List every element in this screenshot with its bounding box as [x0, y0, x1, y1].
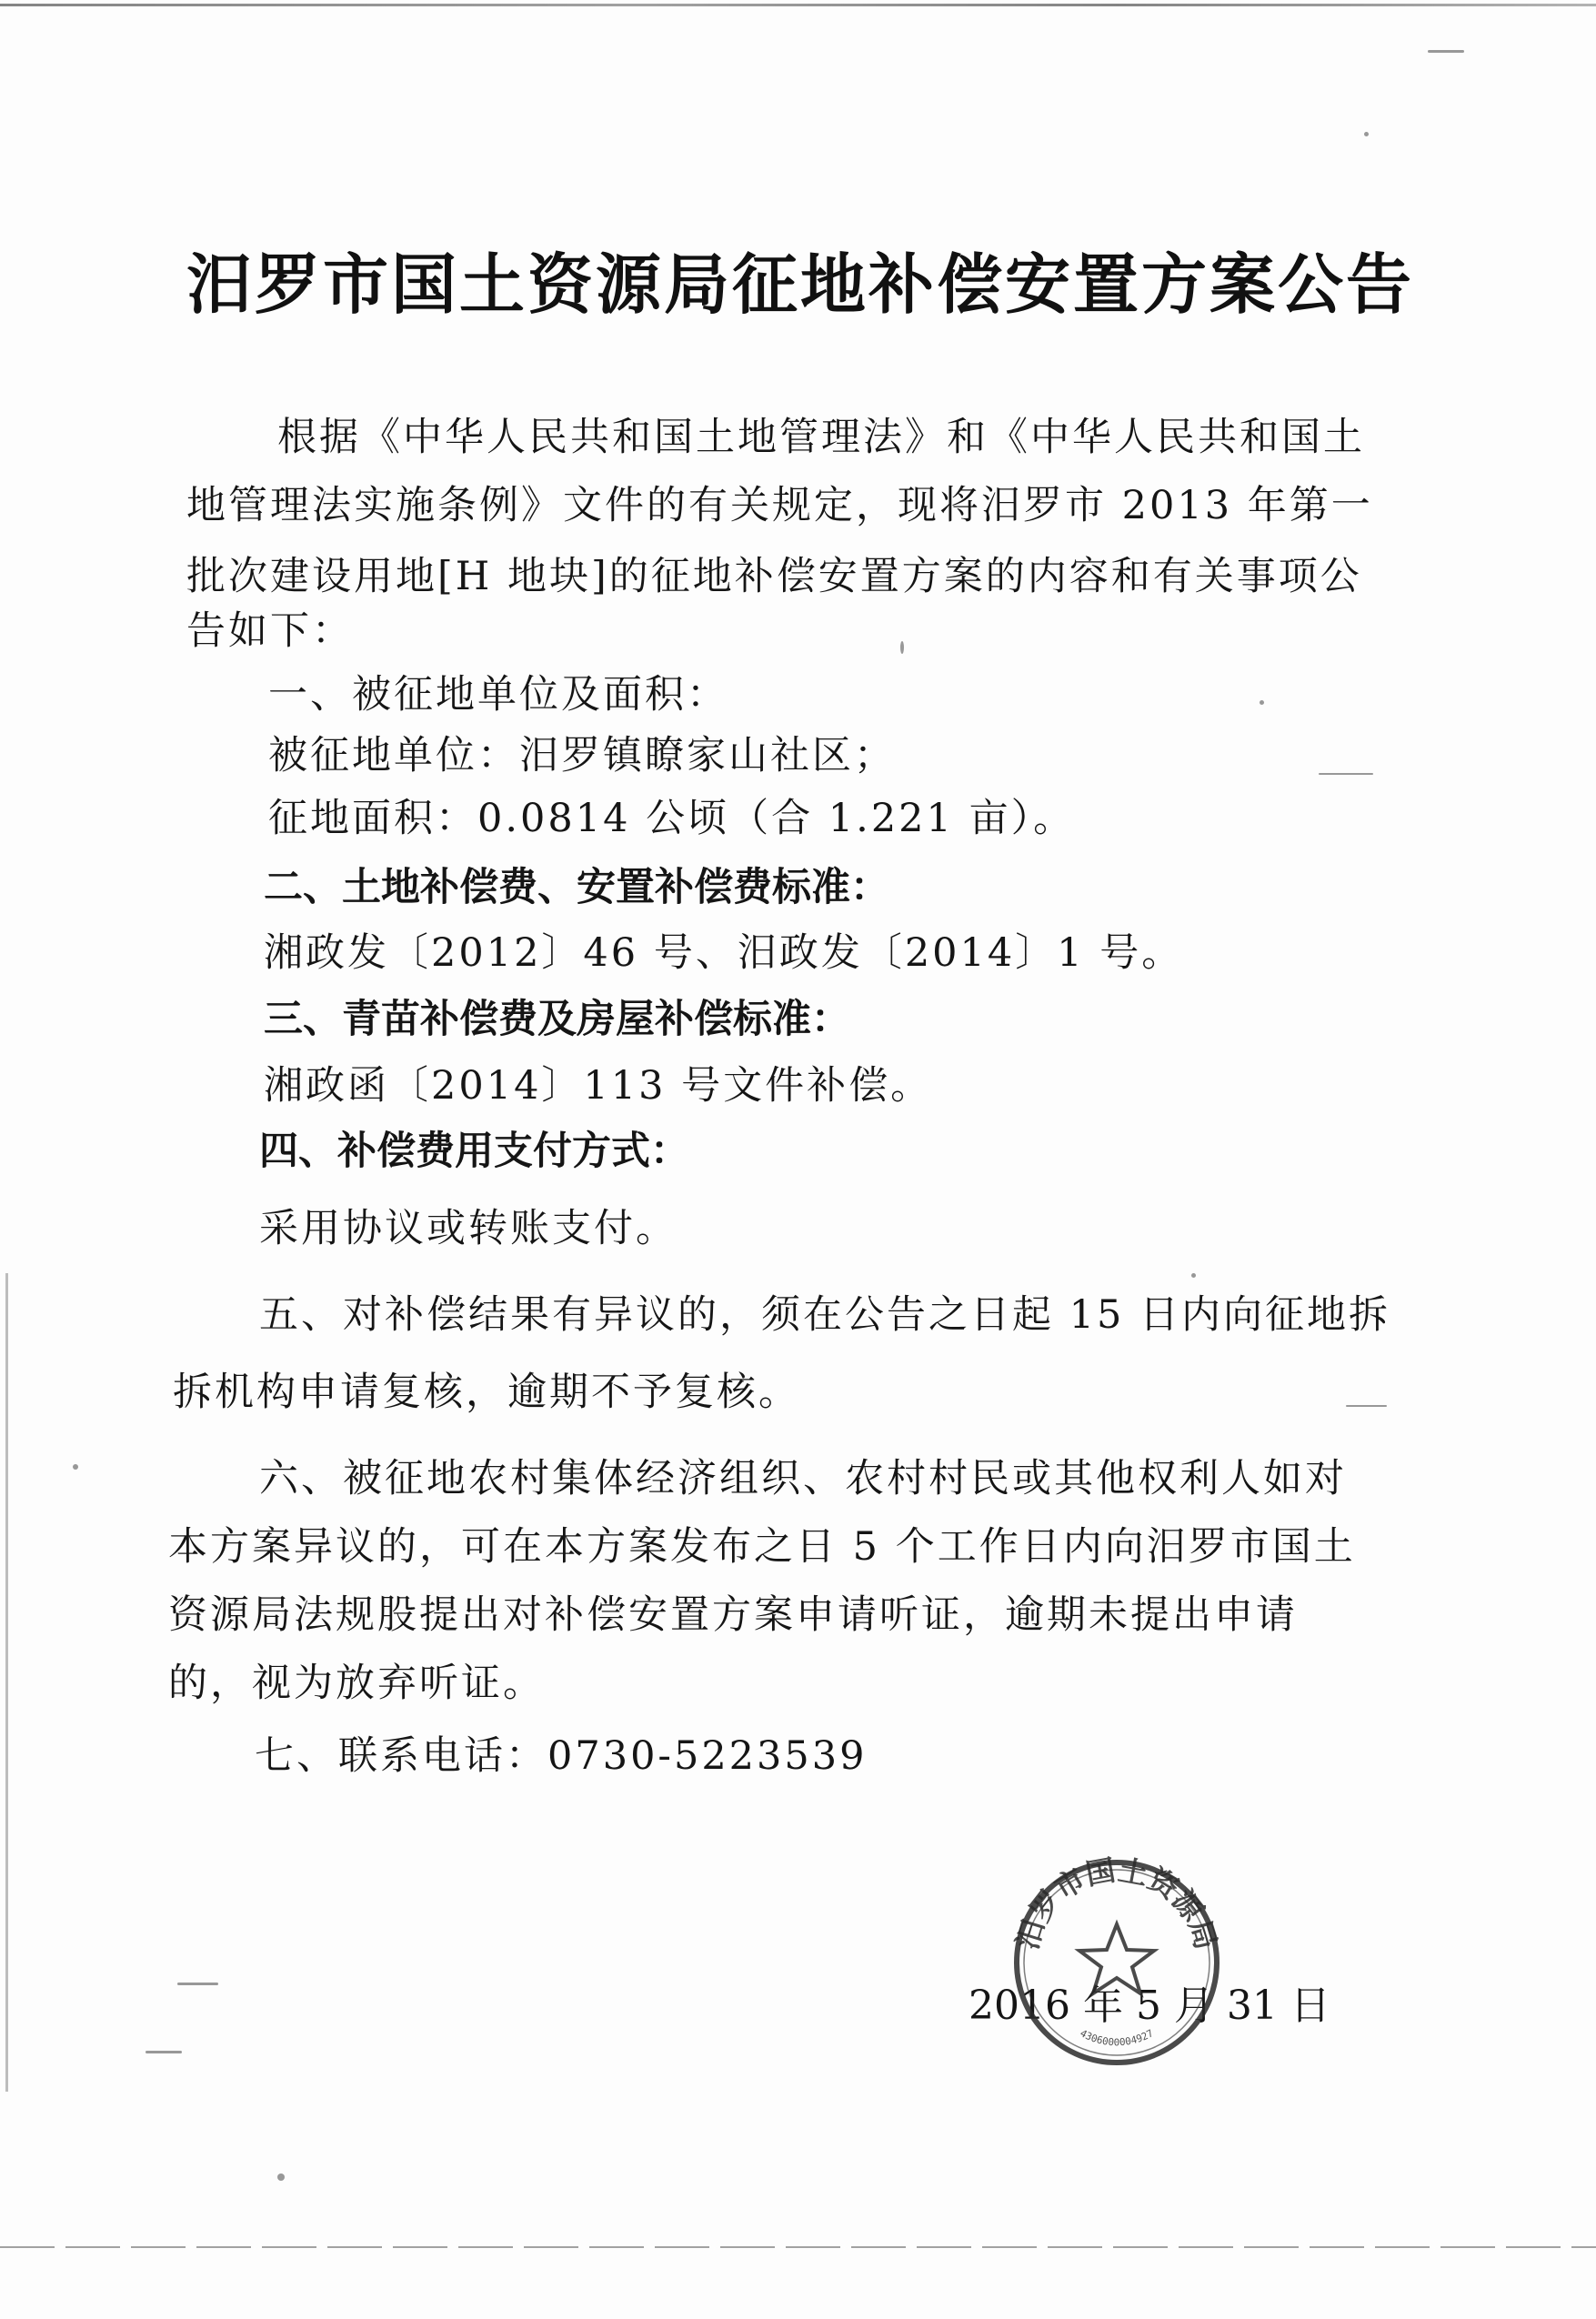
section-1-area: 征地面积：0.0814 公顷（合 1.221 亩）。 — [268, 796, 1076, 841]
scan-edge-bottom — [0, 2246, 1596, 2248]
scan-mark — [146, 2051, 182, 2053]
scan-mark — [177, 1983, 218, 1985]
section-3-heading: 三、青苗补偿费及房屋补偿标准： — [264, 997, 850, 1042]
intro-line-4: 告如下： — [186, 608, 354, 654]
scan-edge-top — [0, 4, 1596, 6]
section-6-line-4: 的，视为放弃听证。 — [168, 1661, 545, 1706]
section-2-heading: 二、土地补偿费、安置补偿费标准： — [264, 865, 889, 910]
official-seal — [1008, 1853, 1226, 2072]
scan-speck — [900, 641, 904, 654]
section-4-heading: 四、补偿费用支付方式： — [259, 1129, 689, 1174]
section-5-line-1: 五、对补偿结果有异议的，须在公告之日起 15 日内向征地拆 — [259, 1292, 1391, 1338]
section-6-line-1: 六、被征地农村集体经济组织、农村村民或其他权利人如对 — [259, 1456, 1347, 1501]
intro-line-1: 根据《中华人民共和国土地管理法》和《中华人民共和国土 — [277, 415, 1365, 460]
document-title: 汨罗市国土资源局征地补偿安置方案公告 — [186, 246, 1415, 323]
scan-speck — [1260, 700, 1264, 705]
contact-phone: 七、联系电话：0730-5223539 — [255, 1733, 868, 1779]
scan-mark — [1319, 773, 1373, 775]
section-6-line-3: 资源局法规股提出对补偿安置方案申请听证，逾期未提出申请 — [168, 1592, 1298, 1638]
seal-star-icon — [1079, 1924, 1154, 1993]
scan-speck — [1364, 132, 1369, 136]
intro-line-3: 批次建设用地[H 地块]的征地补偿安置方案的内容和有关事项公 — [186, 554, 1362, 599]
scan-mark — [1346, 1405, 1387, 1407]
section-1-heading: 一、被征地单位及面积： — [268, 672, 728, 718]
scan-speck — [73, 1464, 78, 1470]
section-2-content: 湘政发〔2012〕46 号、汨政发〔2014〕1 号。 — [264, 930, 1184, 976]
section-5-line-2: 拆机构申请复核，逾期不予复核。 — [173, 1370, 800, 1415]
scan-speck — [277, 2173, 285, 2181]
section-1-unit: 被征地单位：汨罗镇瞭家山社区； — [268, 733, 896, 778]
section-3-content: 湘政函〔2014〕113 号文件补偿。 — [264, 1063, 933, 1109]
seal-text: 汨罗市国土资源局 — [1009, 1853, 1224, 1954]
section-4-content: 采用协议或转账支付。 — [259, 1206, 678, 1251]
document-date: 2016 年 5 月 31 日 — [969, 1983, 1330, 2029]
intro-line-2: 地管理法实施条例》文件的有关规定，现将汨罗市 2013 年第一 — [186, 483, 1373, 528]
scan-speck — [1191, 1273, 1196, 1278]
scan-edge-left — [5, 1273, 8, 2092]
seal-serial: 4306000004927 — [1078, 2027, 1156, 2049]
section-6-line-2: 本方案异议的，可在本方案发布之日 5 个工作日内向汨罗市国土 — [168, 1524, 1356, 1570]
scan-mark — [1428, 50, 1464, 53]
